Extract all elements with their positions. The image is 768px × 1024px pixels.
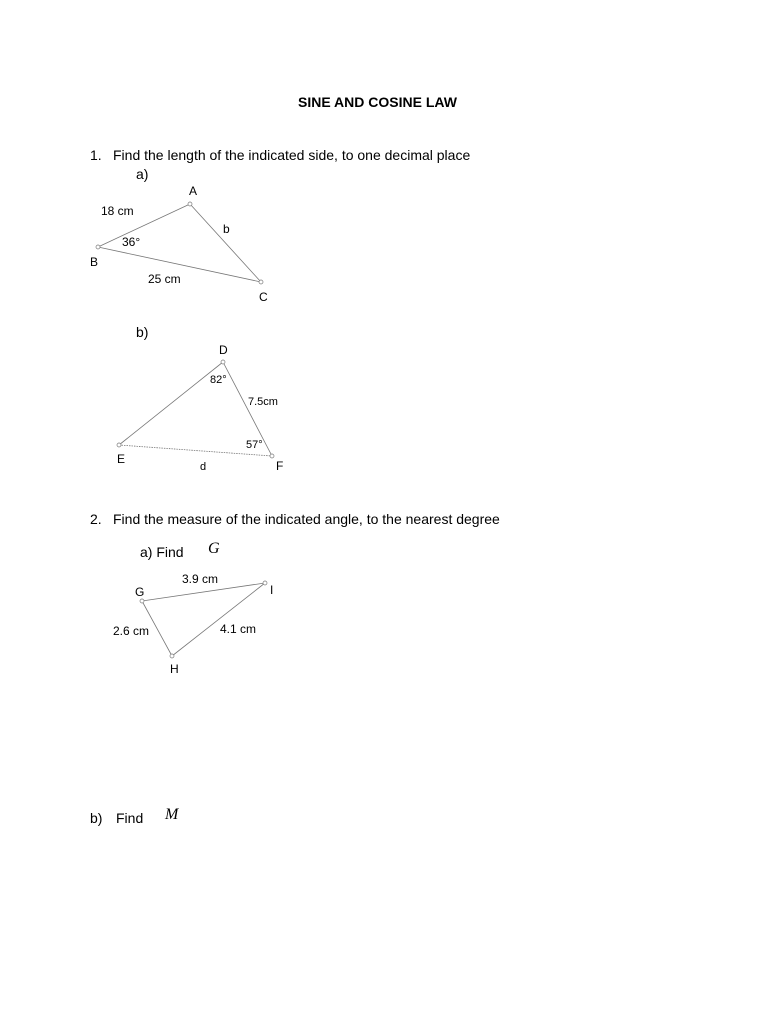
side-hi-line [172, 583, 265, 656]
side-df-label: 7.5cm [248, 396, 278, 408]
vertex-e-label: E [117, 452, 126, 466]
vertex-a-point [188, 202, 192, 206]
q1-number: 1. [90, 147, 102, 163]
side-ab-label: 18 cm [101, 204, 134, 218]
triangle-ghi [140, 581, 267, 658]
vertex-f-label: F [276, 459, 284, 473]
vertex-b-label: B [90, 255, 99, 269]
angle-f-label: 57° [246, 439, 263, 451]
side-de-line [119, 362, 223, 445]
q1a-label: a) [136, 166, 149, 182]
vertex-i-point [263, 581, 267, 585]
q2-text: Find the measure of the indicated angle, to the nearest degree [113, 511, 500, 527]
side-gi-label: 3.9 cm [182, 572, 219, 586]
vertex-c-point [259, 280, 263, 284]
vertex-c-label: C [259, 290, 268, 304]
vertex-e-point [117, 443, 121, 447]
side-gh-label: 2.6 cm [113, 624, 150, 638]
q2a-variable: G [208, 540, 220, 557]
vertex-f-point [270, 454, 274, 458]
side-bc-label: 25 cm [148, 272, 181, 286]
vertex-g-label: G [135, 585, 145, 599]
q1b-label: b) [136, 324, 149, 340]
vertex-i-label: I [270, 583, 274, 597]
q2b-label: b) [90, 810, 103, 826]
q2-number: 2. [90, 511, 102, 527]
vertex-d-label: D [219, 343, 228, 357]
vertex-a-label: A [189, 184, 198, 198]
page-title: SINE AND COSINE LAW [298, 94, 457, 110]
q1-text: Find the length of the indicated side, to one decimal place [113, 147, 471, 163]
vertex-h-label: H [170, 662, 179, 676]
q2b-variable: M [165, 806, 179, 823]
vertex-g-point [140, 599, 144, 603]
q2a-label: a) Find [140, 544, 184, 560]
q2b-find: Find [116, 810, 144, 826]
angle-d-label: 82° [210, 374, 227, 386]
vertex-h-point [170, 654, 174, 658]
vertex-b-point [96, 245, 100, 249]
side-ef-label: d [200, 461, 207, 473]
side-ac-label: b [223, 222, 230, 236]
vertex-d-point [221, 360, 225, 364]
angle-b-label: 36° [122, 235, 141, 249]
side-hi-label: 4.1 cm [220, 622, 257, 636]
side-ac-line [190, 204, 261, 282]
